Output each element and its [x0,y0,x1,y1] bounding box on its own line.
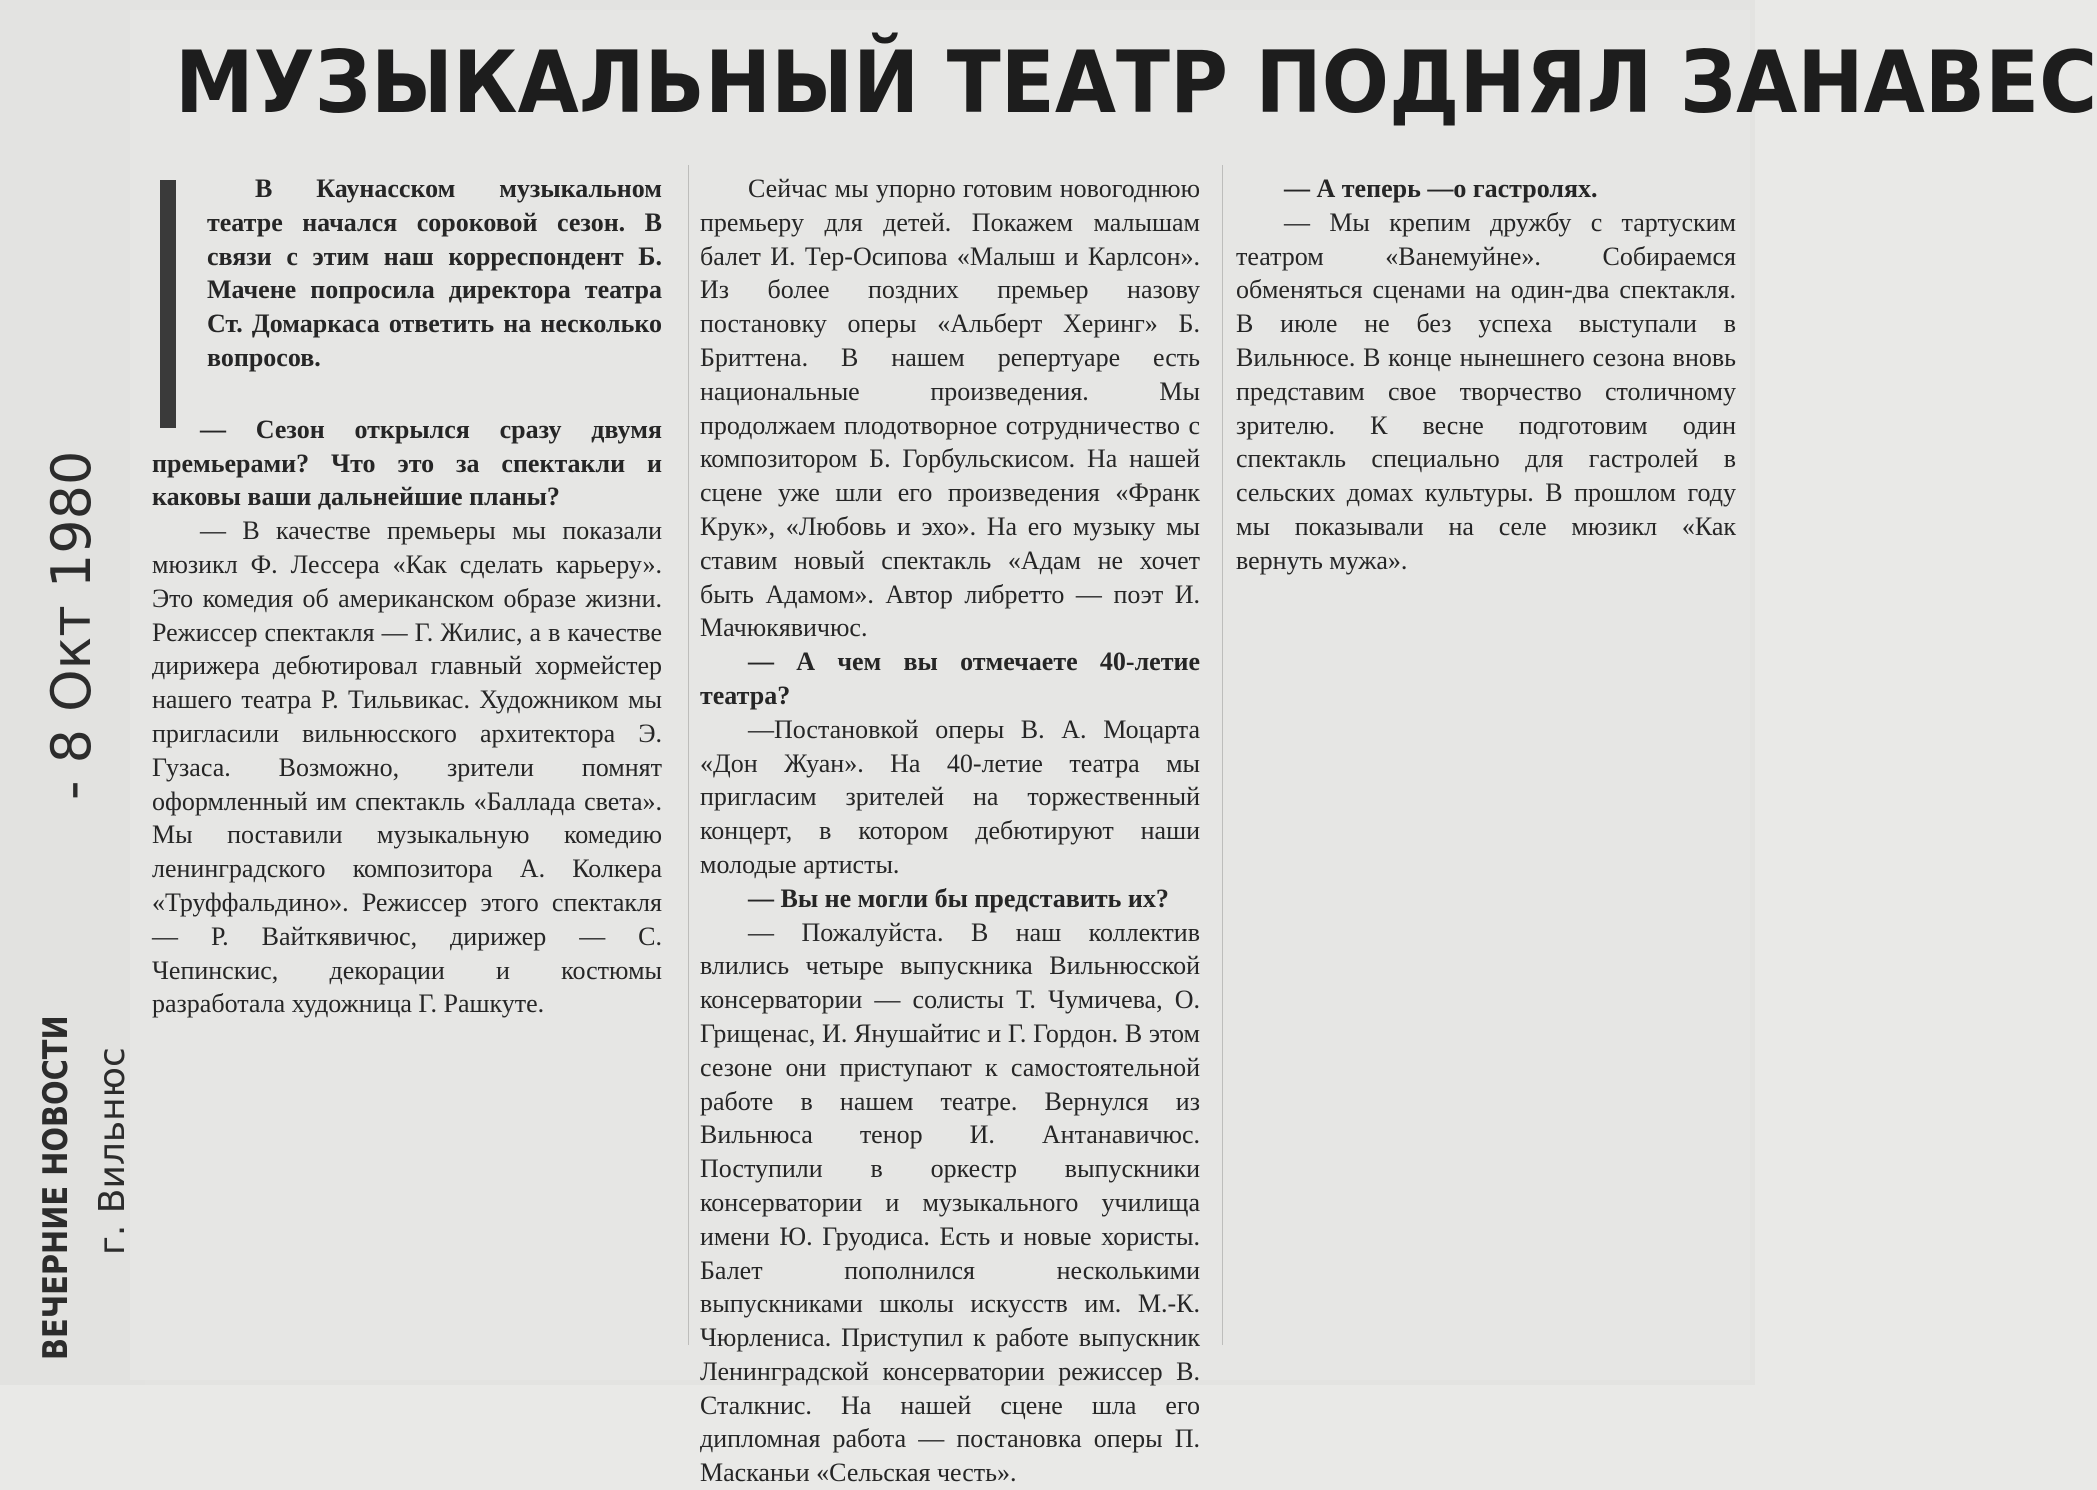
answer-1-continued: Сейчас мы упорно готовим новогоднюю премьеру для детей. Покажем малышам балет И. Тер-Осипова «Малыш и Карлсон». Из более поздних премьер назову постановку оперы «Альберт Херинг» Б. Бриттена. В нашем репертуаре есть национальные произведения. Мы продолжаем плодотворное сотрудничество с композитором Б. Горбульскисом. На нашей сцене уже шли его произведения «Франк Крук», «Любовь и эхо». На его музыку мы ставим новый спектакль «Адам не хочет быть Адамом». Автор либретто — поэт И. Мачюкявичюс. [700,174,1200,643]
answer-3: — Пожалуйста. В наш коллектив влились четыре выпускника Вильнюсской консерватории — солисты Т. Чумичева, О. Грищенас, И. Янушайтис и Г. Гордон. В этом сезоне они приступают к самостоятельной работе в нашем театре. Вернулся из Вильнюса тенор И. Антанавичюс. Поступили в оркестр выпускники консерватории и музыкального училища имени Ю. Груодиса. Есть и новые хористы. Балет пополнился несколькими выпускниками школы искусств им. М.-К. Чюрлениса. Приступил к работе выпускник Ленинградской консерватории режиссер В. Сталкнис. На нашей сцене шла его дипломная работа — постановка оперы П. Масканьи «Сельская честь». [700,917,1200,1488]
article-column-1 [152,172,662,1021]
city-stamp: г. Вильнюс [92,1047,133,1255]
newspaper-name-stamp: ВЕЧЕРНИЕ НОВОСТИ [36,1015,76,1360]
column-divider [1222,165,1223,1345]
article-column-3 [1236,172,1736,578]
answer-4: — Мы крепим дружбу с тартуским театром «Ванемуйне». Собираемся обменяться сценами на один-два спектакля. В июле не без успеха выступали в Вильнюсе. В конце нынешнего сезона вновь представим свое творчество столичному зрителю. К весне подготовим один спектакль специально для гастролей в сельских домах культуры. В прошлом году мы показывали на селе мюзикл «Как вернуть мужа». [1236,207,1736,575]
question-3: — Вы не могли бы представить их? [748,883,1169,913]
answer-1: — В качестве премьеры мы показали мюзикл Ф. Лессера «Как сделать карьеру». Это комедия об американском образе жизни. Режиссер спектакля — Г. Жилис, а в качестве дирижера дебютировал главный хормейстер нашего театра Р. Тильвикас. Художником мы пригласили вильнюсского архитектора Э. Гузаса. Возможно, зрители помнят оформленный им спектакль «Баллада света». Мы поставили музыкальную комедию ленинградского композитора А. Колкера «Труффальдино». Режиссер этого спектакля — Р. Вайткявичюс, дирижер — С. Чепинскис, декорации и костюмы разработала художница Г. Рашкуте. [152,516,662,1019]
date-stamp: - 8 Окт 1980 [40,450,103,800]
question-4: — А теперь —о гастролях. [1284,174,1598,203]
column-divider [688,165,689,1345]
question-1: — Сезон открылся сразу двумя премьерами? Что это за спектакли и каковы ваши дальнейшие планы? [152,414,662,512]
answer-2: —Постановкой оперы В. А. Моцарта «Дон Жуан». На 40-летие театра мы пригласим зрителей на торжественный концерт, в котором дебютируют наши молодые артисты. [700,714,1200,879]
article-headline: МУЗЫКАЛЬНЫЙ ТЕАТР ПОДНЯЛ ЗАНАВЕС [175,33,2097,133]
question-2: — А чем вы отмечаете 40-летие театра? [700,647,1200,710]
article-column-2 [700,172,1200,1490]
article-intro: В Каунасском музыкальном театре начался сороковой сезон. В связи с этим наш корреспондент Б. Мачене попросила директора театра Ст. Домаркаса ответить на несколько вопросов. [207,174,662,372]
